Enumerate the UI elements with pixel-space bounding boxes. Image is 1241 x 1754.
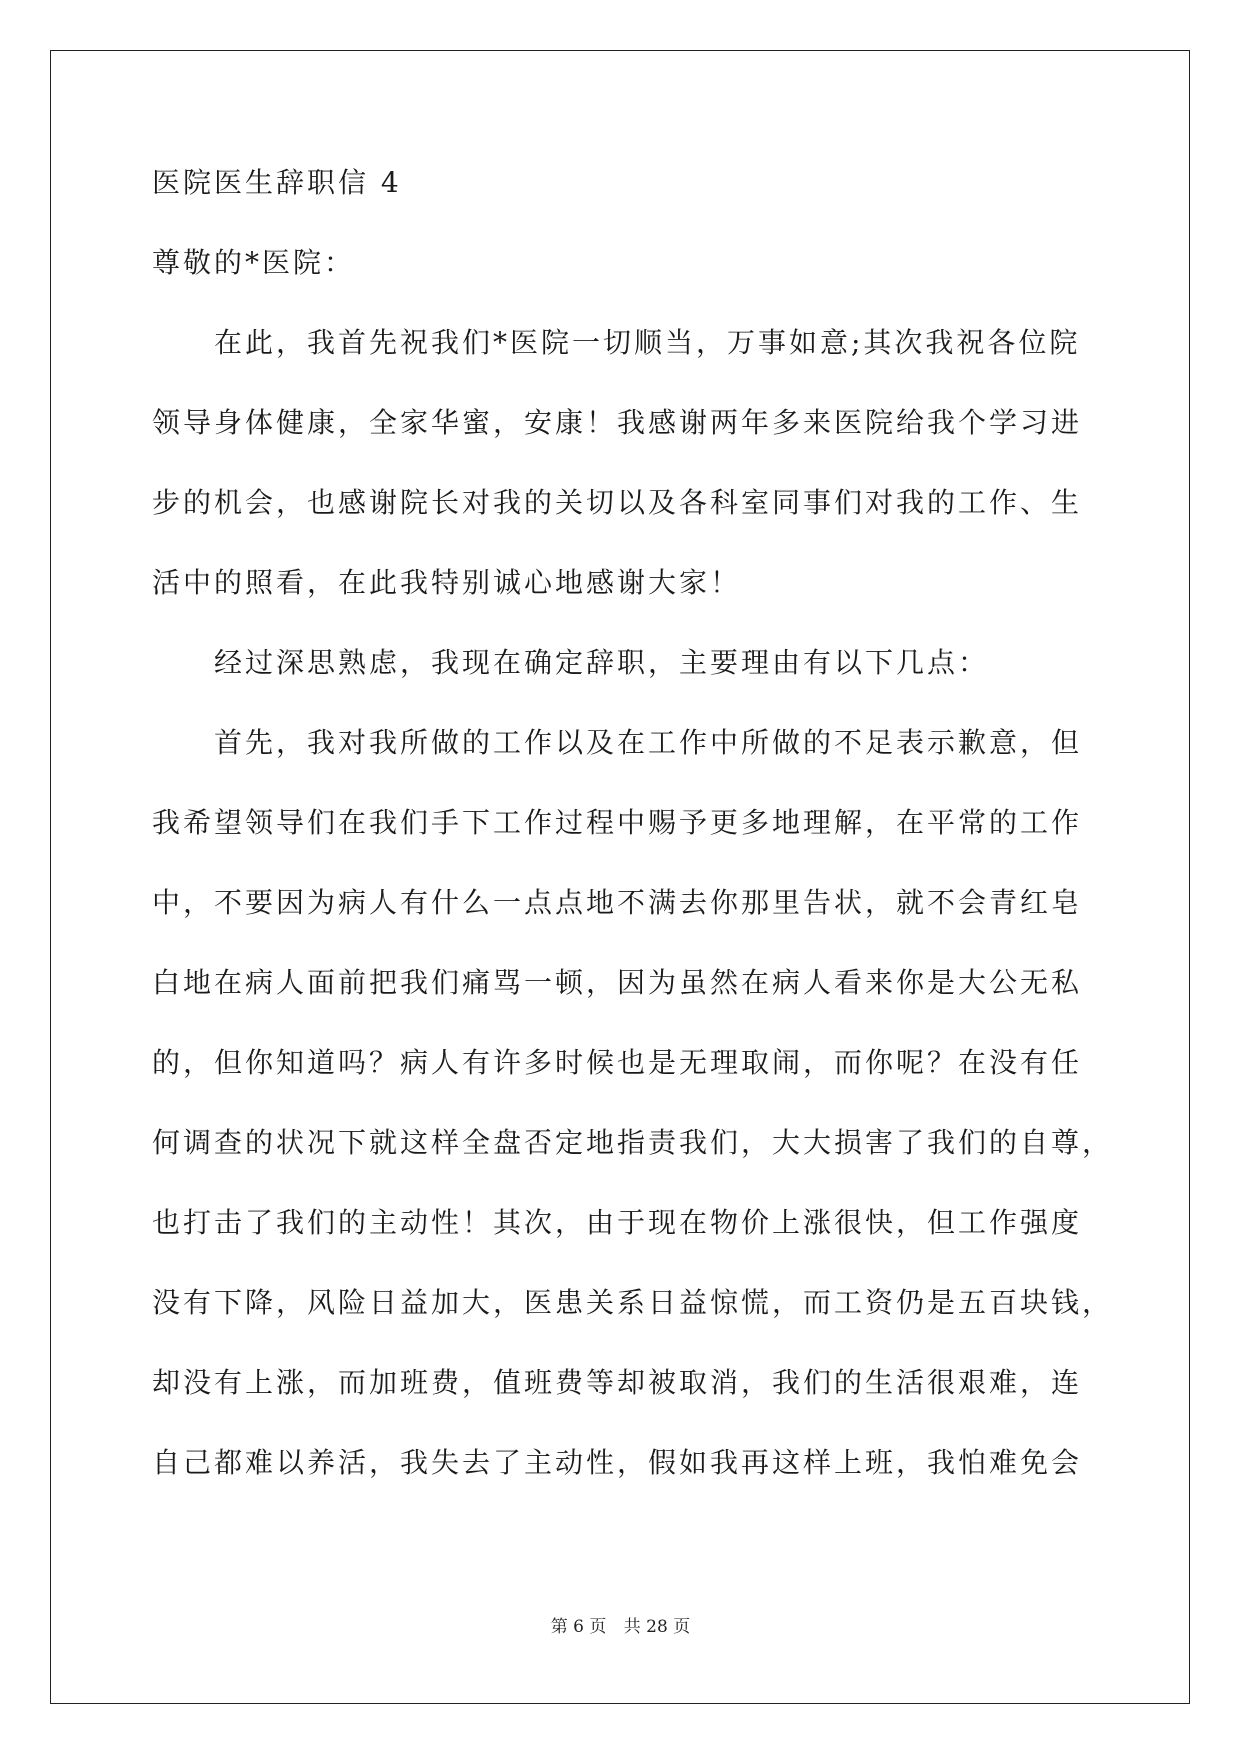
paragraph-line: 经过深思熟虑，我现在确定辞职，主要理由有以下几点： [214,646,990,679]
document-title: 医院医生辞职信 4 [152,166,402,199]
paragraph-line: 也打击了我们的主动性！其次，由于现在物价上涨很快，但工作强度 [152,1206,1083,1239]
page-number: 第 6 页 [550,1617,607,1637]
paragraph-line: 中，不要因为病人有什么一点点地不满去你那里告状，就不会青红皂 [152,886,1083,919]
paragraph-line: 的，但你知道吗？病人有许多时候也是无理取闹，而你呢？在没有任 [152,1046,1083,1079]
paragraph-line: 在此，我首先祝我们*医院一切顺当，万事如意;其次我祝各位院 [214,326,1081,359]
page-footer [0,1612,1241,1637]
paragraph-line: 却没有上涨，而加班费，值班费等却被取消，我们的生活很艰难，连 [152,1366,1083,1399]
paragraph-line: 领导身体健康，全家华蜜，安康！我感谢两年多来医院给我个学习进 [152,406,1083,439]
paragraph-line: 白地在病人面前把我们痛骂一顿，因为虽然在病人看来你是大公无私 [152,966,1083,999]
page-total: 共 28 页 [623,1617,691,1637]
paragraph-line: 何调查的状况下就这样全盘否定地指责我们，大大损害了我们的自尊， [152,1126,1114,1159]
paragraph-line: 自己都难以养活，我失去了主动性，假如我再这样上班，我怕难免会 [152,1446,1083,1479]
paragraph-line: 活中的照看，在此我特别诚心地感谢大家！ [152,566,742,599]
paragraph-line: 没有下降，风险日益加大，医患关系日益惊慌，而工资仍是五百块钱， [152,1286,1114,1319]
paragraph-line: 我希望领导们在我们手下工作过程中赐予更多地理解，在平常的工作 [152,806,1083,839]
salutation: 尊敬的*医院： [152,246,356,279]
paragraph-line: 步的机会，也感谢院长对我的关切以及各科室同事们对我的工作、生 [152,486,1083,519]
paragraph-line: 首先，我对我所做的工作以及在工作中所做的不足表示歉意，但 [214,726,1083,759]
